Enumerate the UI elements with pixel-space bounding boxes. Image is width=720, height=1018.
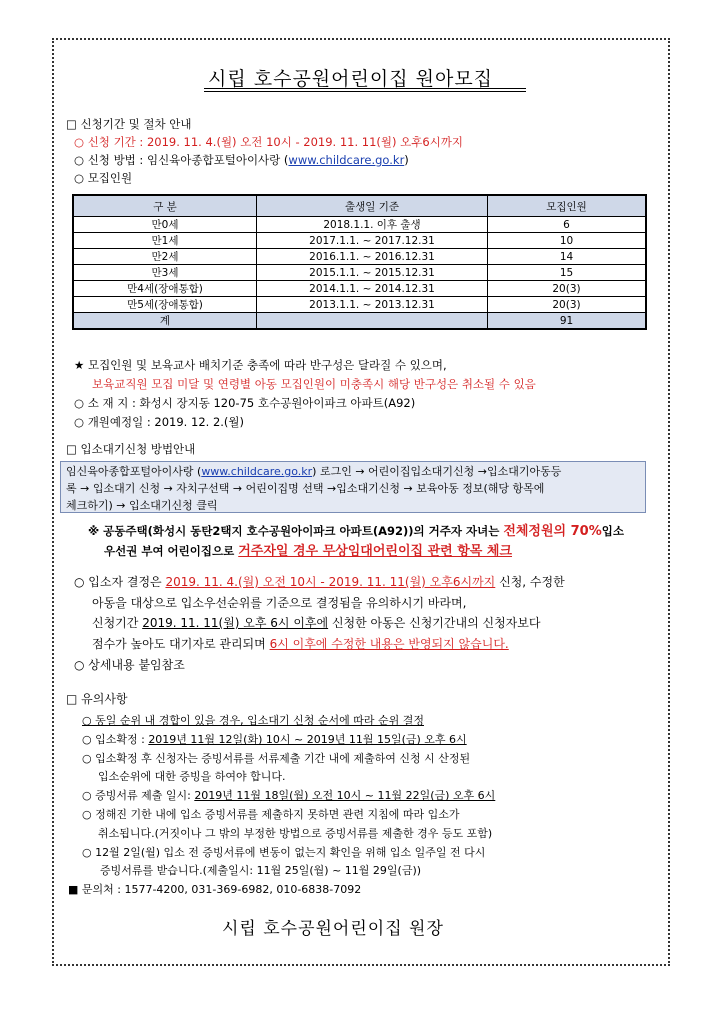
apply-method-suffix: ) [404, 153, 409, 167]
note-confirm-period: 2019년 11월 12일(화) 10시 ~ 2019년 11월 15일(금) 오후 6시 [148, 733, 467, 746]
table-header-cell: 모집인원 [488, 195, 647, 217]
waitlist-step-text: ) 로그인 → 어린이집입소대기신청 →입소대기아동등 [312, 465, 562, 478]
decision-text: 신청한 아동은 신청기간내의 신청자보다 [328, 616, 541, 630]
table-cell: 만5세(장애통합) [73, 297, 257, 313]
table-cell: 2013.1.1. ~ 2013.12.31 [257, 297, 488, 313]
table-row [73, 265, 646, 281]
table-row [73, 233, 646, 249]
table-cell: 만1세 [73, 233, 257, 249]
decision-text: 신청기간 [92, 616, 143, 630]
table-total-empty [257, 313, 488, 330]
note-item-4 [82, 787, 495, 803]
decision-period: 2019. 11. 4.(월) 오전 10시 - 2019. 11. 11(월) 오후6시까지 [165, 575, 496, 589]
resident-note-b: 호수공원아이파크 아파트(A92))의 거주자 자녀는 [242, 524, 504, 538]
table-row [73, 249, 646, 265]
section-heading-waitlist: □ 입소대기신청 방법안내 [66, 442, 196, 456]
table-cell: 만4세(장애통합) [73, 281, 257, 297]
table-cell: 2017.1.1. ~ 2017.12.31 [257, 233, 488, 249]
waitlist-step-line [66, 463, 640, 480]
table-header-cell: 출생일 기준 [257, 195, 488, 217]
resident-note-2 [104, 540, 512, 559]
address: ○ 소 재 지 : 화성시 장지동 120-75 호수공원아이파크 아파트(A92) [74, 396, 416, 410]
table-total-value: 91 [488, 313, 647, 330]
note-item-5b: 취소됩니다.(거짓이나 그 밖의 부정한 방법으로 증빙서류를 제출한 경우 등도 포함) [98, 827, 493, 840]
table-cell: 2014.1.1. ~ 2014.12.31 [257, 281, 488, 297]
table-total-row [73, 313, 646, 330]
recruit-label: ○ 모집인원 [74, 171, 133, 185]
notice-star: ★ 모집인원 및 보육교사 배치기준 충족에 따라 반구성은 달라질 수 있으며, [74, 358, 447, 372]
note-document-period: 2019년 11월 18일(월) 오전 10시 ~ 11월 22일(금) 오후 6시 [194, 789, 496, 802]
decision-text: 신청, 수정한 [495, 575, 565, 589]
note-item-2 [82, 731, 467, 747]
note-item-6b: 증빙서류를 받습니다.(제출일시: 11월 25일(월) ~ 11월 29일(금)) [100, 864, 422, 877]
contact-info: ■ 문의처 : 1577-4200, 031-369-6982, 010-6838-7092 [68, 883, 362, 896]
decision-line-2: 아동을 대상으로 입소우선순위를 기준으로 결정됨을 유의하시기 바라며, [92, 596, 467, 610]
resident-note2-b: 거주자일 경우 무상임대어린이집 관련 항목 체크 [238, 544, 513, 559]
childcare-link-2[interactable]: www.childcare.go.kr [201, 465, 313, 478]
resident-note-d: 입소 [601, 524, 624, 538]
decision-line-3 [92, 614, 540, 631]
table-cell: 6 [488, 217, 647, 233]
title-underline-2 [204, 91, 526, 92]
waitlist-steps-box [60, 461, 646, 513]
table-cell: 만2세 [73, 249, 257, 265]
table-cell: 10 [488, 233, 647, 249]
table-cell: 2018.1.1. 이후 출생 [257, 217, 488, 233]
open-date: ○ 개원예정일 : 2019. 12. 2.(월) [74, 415, 244, 429]
section-heading-apply: □ 신청기간 및 절차 안내 [66, 117, 192, 131]
childcare-link[interactable]: www.childcare.go.kr [288, 153, 405, 167]
section-heading-notes: □ 유의사항 [66, 692, 128, 706]
decision-warning: 6시 이후에 수정한 내용은 반영되지 않습니다. [269, 637, 509, 651]
table-total-label: 계 [73, 313, 257, 330]
signature-line: 시립 호수공원어린이집 원장 [222, 919, 444, 939]
table-row [73, 297, 646, 313]
note-text: ○ 증빙서류 제출 일시: [82, 789, 195, 802]
apply-period: ○ 신청 기간 : 2019. 11. 4.(월) 오전 10시 - 2019. 11. 11(월) 오후6시까지 [74, 135, 464, 149]
notice-star-red: 보육교직원 모집 미달 및 연령별 아동 모집인원이 미충족시 해당 반구성은 취소될 수 있음 [92, 377, 536, 391]
title-underline [204, 88, 526, 89]
table-cell: 14 [488, 249, 647, 265]
note-item-3b: 입소순위에 대한 증빙을 하여야 합니다. [98, 770, 286, 783]
waitlist-step-text: 임신육아종합포털아이사랑 ( [66, 465, 202, 478]
resident-note2-a: 우선권 부여 어린이집으로 [104, 544, 239, 558]
table-cell: 20(3) [488, 297, 647, 313]
recruitment-table [72, 194, 647, 330]
apply-method-text: ○ 신청 방법 : 임신육아종합포털아이사랑 ( [74, 153, 289, 167]
note-item-5: ○ 정해진 기한 내에 입소 증빙서류를 제출하지 못하면 관련 지침에 따라 입소가 [82, 808, 460, 821]
decision-deadline: 2019. 11. 11(월) 오후 6시 이후에 [142, 616, 329, 630]
decision-text: 점수가 높아도 대기자로 관리되며 [92, 637, 270, 651]
waitlist-step-line: 체크하기) → 입소대기신청 클릭 [66, 499, 218, 512]
page-title: 시립 호수공원어린이집 원아모집 [208, 68, 494, 90]
table-cell: 2016.1.1. ~ 2016.12.31 [257, 249, 488, 265]
table-cell: 15 [488, 265, 647, 281]
table-header-row [73, 195, 646, 217]
decision-line-4 [92, 635, 509, 652]
decision-text: ○ 입소자 결정은 [74, 575, 166, 589]
resident-note [88, 520, 624, 539]
table-cell: 만0세 [73, 217, 257, 233]
waitlist-step-line: 록 → 입소대기 신청 → 자치구선택 → 어린이집명 선택 →입소대기신청 → 보육아동 정보(해당 항목에 [66, 482, 545, 495]
table-row [73, 217, 646, 233]
apply-method [74, 152, 409, 168]
note-item-6: ○ 12월 2일(월) 입소 전 증빙서류에 변동이 없는지 확인을 위해 입소 일주일 전 다시 [82, 846, 486, 859]
table-cell: 20(3) [488, 281, 647, 297]
decision-line-1 [74, 573, 565, 590]
table-header-cell: 구 분 [73, 195, 257, 217]
resident-note-a: ※ 공동주택(화성시 동탄2택지 [88, 524, 243, 538]
table-cell: 만3세 [73, 265, 257, 281]
note-item-1: ○ 동일 순위 내 경합이 있을 경우, 입소대기 신청 순서에 따라 순위 결정 [82, 714, 424, 727]
note-text: ○ 입소확정 : [82, 733, 149, 746]
table-cell: 2015.1.1. ~ 2015.12.31 [257, 265, 488, 281]
note-item-3: ○ 입소확정 후 신청자는 증빙서류를 서류제출 기간 내에 제출하여 신청 시 산정된 [82, 752, 471, 765]
resident-note-quota: 전체정원의 70% [503, 524, 602, 539]
decision-line-5: ○ 상세내용 붙임참조 [74, 658, 185, 672]
table-row [73, 281, 646, 297]
